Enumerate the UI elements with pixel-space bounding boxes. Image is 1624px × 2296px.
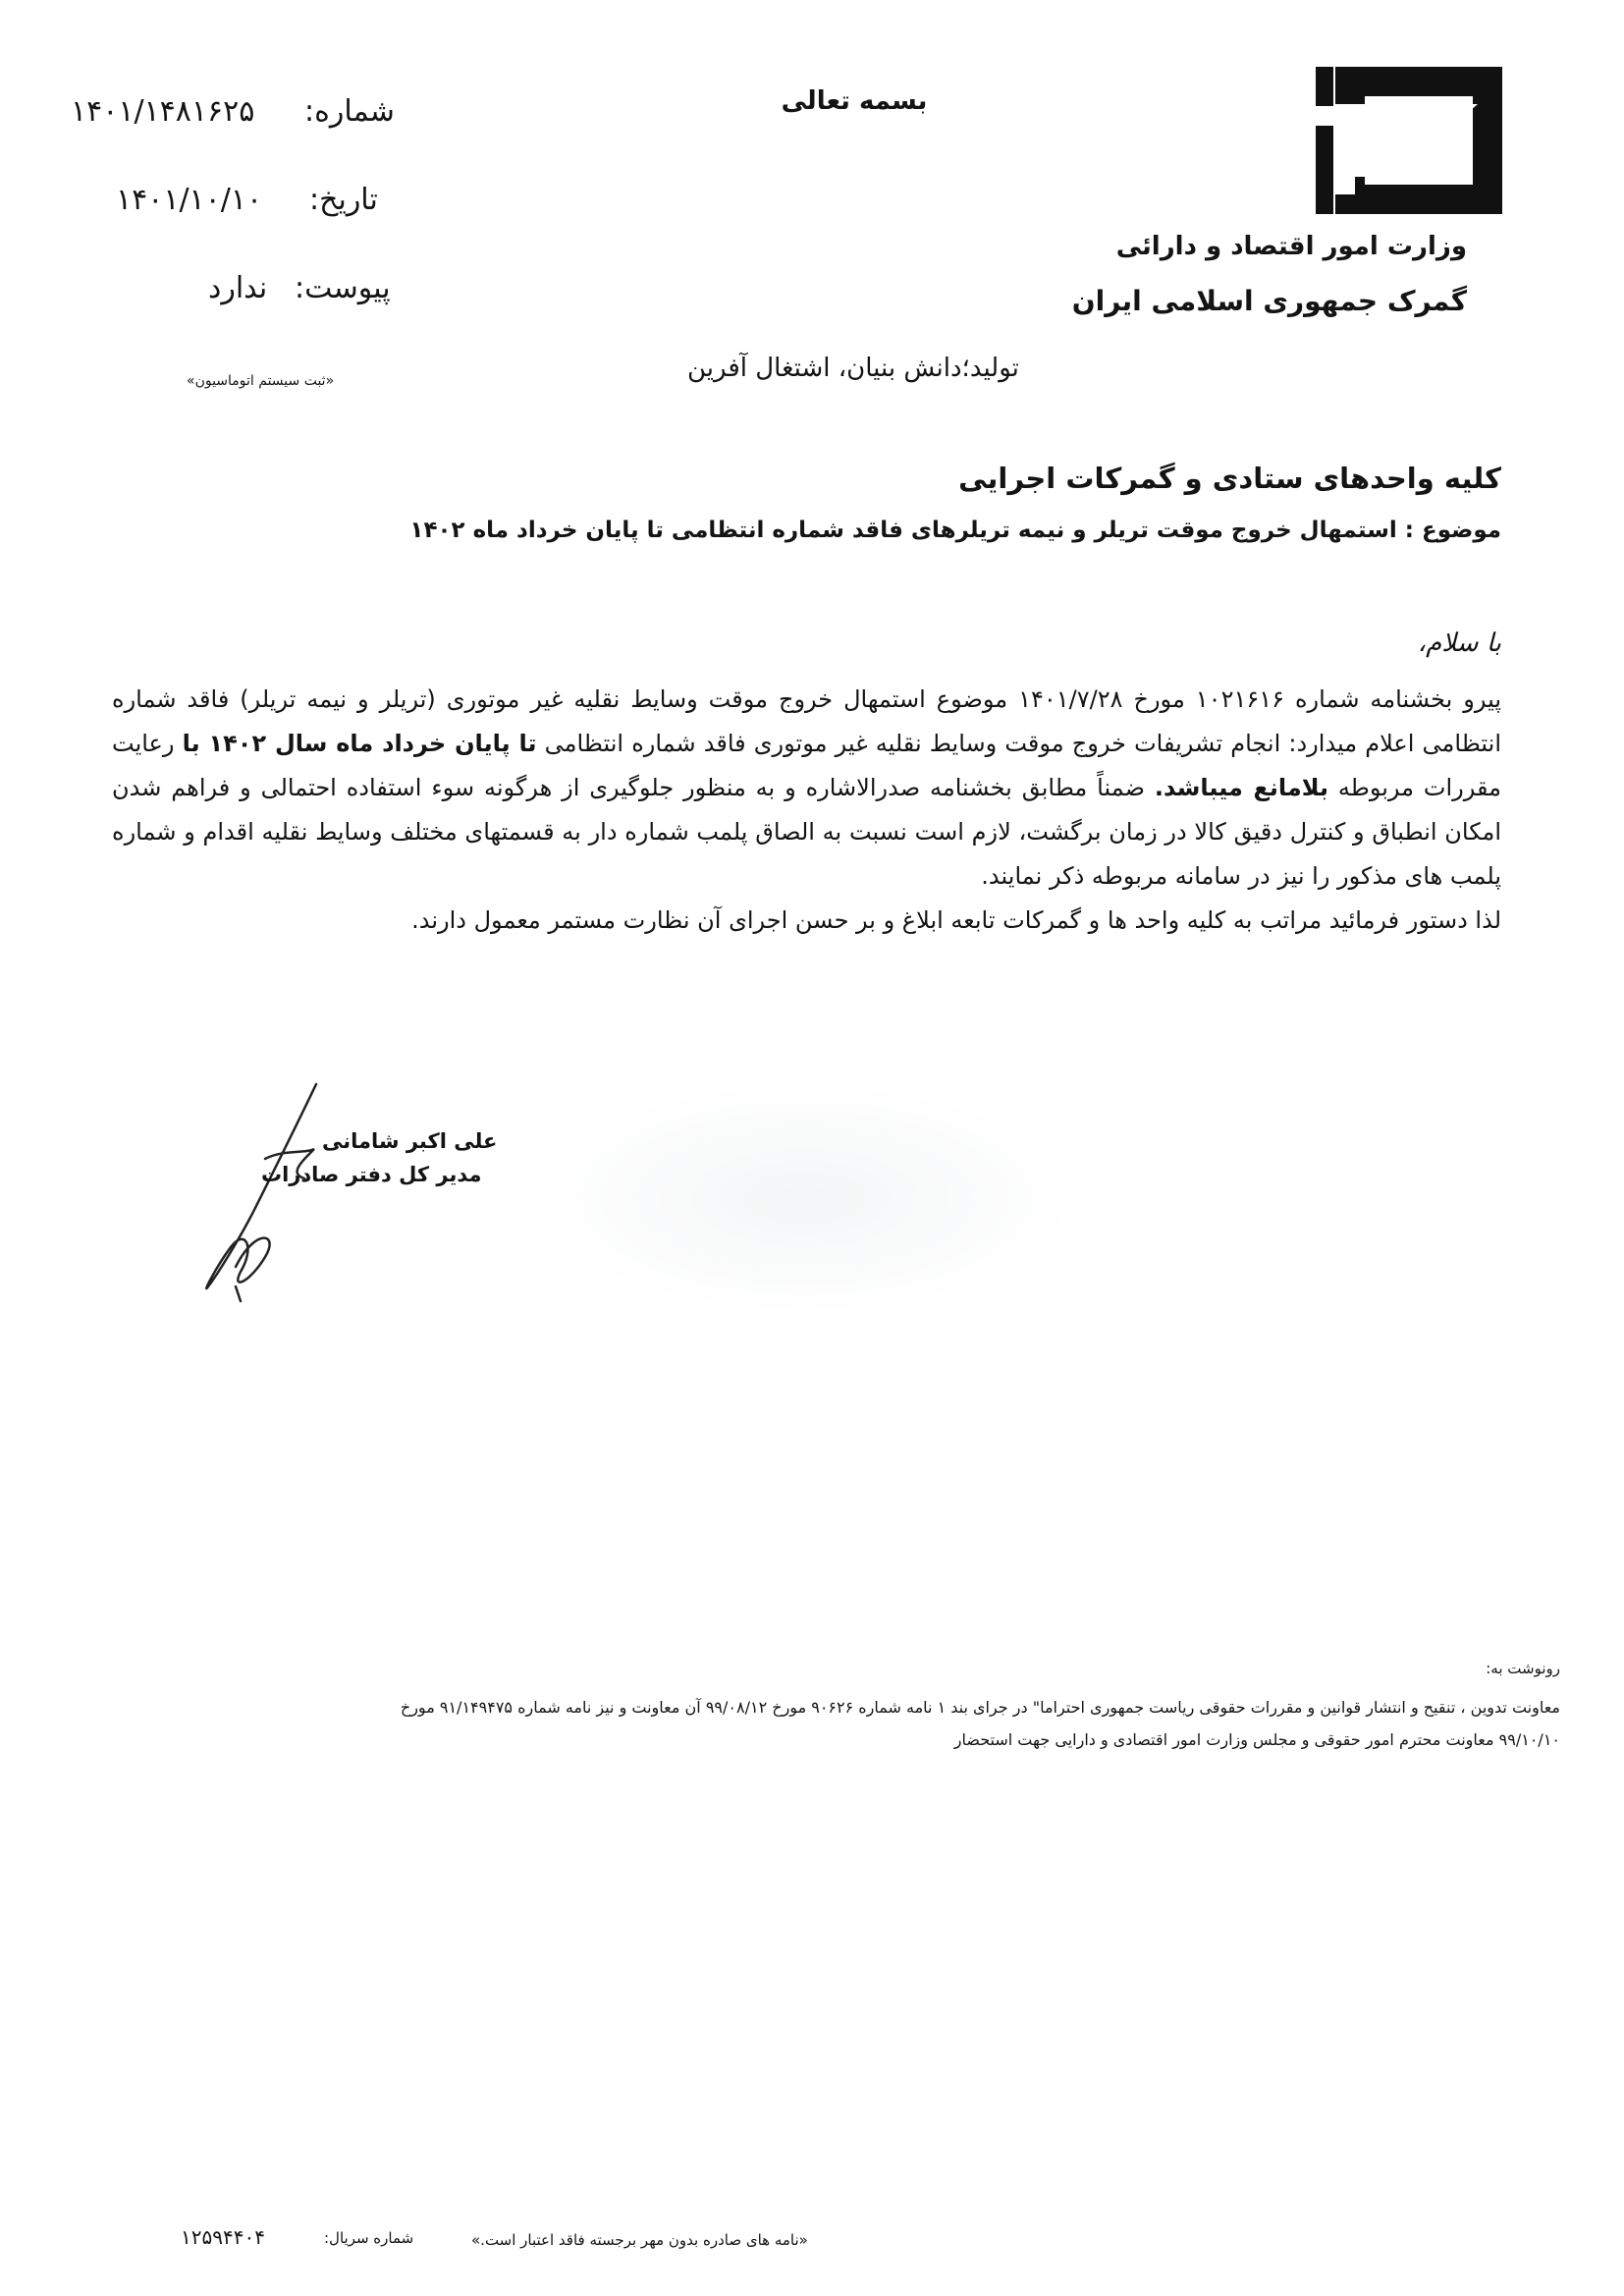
subject-line: موضوع : استمهال خروج موقت تریلر و نیمه تریلرهای فاقد شماره انتظامی تا پایان خرداد ماه ۱۴۰۲ (409, 518, 1501, 543)
body-bold-deadline: تا پایان خرداد ماه سال ۱۴۰۲ با (182, 730, 537, 757)
copy-to-label: رونوشت به: (1486, 1660, 1560, 1677)
letter-number-value: ۱۴۰۱/۱۴۸۱۶۲۵ (71, 94, 255, 129)
body-bold-permitted: بلامانع میباشد. (1154, 774, 1328, 801)
copy-to-text (58, 1691, 1560, 1756)
body-text: ضمناً مطابق بخشنامه صدرالاشاره و به منظور جلوگیری از هرگونه سوء استفاده احتمالی و فراهم شدن امکان انطباق و کنترل دقیق کالا در زمان برگشت، لازم است نسبت به الصاق پلمب شماره دار به قسمتهای مختلف وسایط نقلیه اقدام و شماره پلمب های مذکور را نیز در سامانه مربوطه ذکر نمایند. (112, 774, 1501, 890)
attachment-label: پیوست: (295, 271, 391, 305)
copy-to-line: معاونت تدوین ، تنقیح و انتشار قوانین و مقررات حقوقی ریاست جمهوری احتراما" در جرای بند ۱ نامه شماره ۹۰۶۲۶ مورخ ۹۹/۰۸/۱۲ آن معاونت و نیز نامه شماره ۹۱/۱۴۹۴۷۵ مورخ (400, 1698, 1560, 1717)
slogan: تولید؛دانش بنیان، اشتغال آفرین (687, 354, 1019, 383)
letter-date-value: ۱۴۰۱/۱۰/۱۰ (116, 183, 263, 217)
serial-number-value: ۱۲۵۹۴۴۰۴ (181, 2225, 265, 2249)
bismillah-heading: بسمه تعالی (781, 86, 928, 116)
addressee: کلیه واحدهای ستادی و گمرکات اجرایی (958, 462, 1501, 495)
letter-date-label: تاریخ: (309, 183, 378, 217)
signatory-title: مدیر کل دفتر صادرات (261, 1163, 482, 1186)
serial-number-label: شماره سریال: (324, 2229, 414, 2247)
letter-body (112, 678, 1501, 943)
organization-customs: گمرک جمهوری اسلامی ایران (1071, 285, 1467, 317)
signatory-name: علی اکبر شامانی (322, 1129, 498, 1153)
faded-stamp-area (530, 1080, 1080, 1316)
footer-validity-note: «نامه های صادره بدون مهر برجسته فاقد اعتبار است.» (471, 2231, 808, 2249)
body-text: پیرو بخشنامه شماره ۱۰۲۱۶۱۶ مورخ ۱۴۰۱/۷/۲۸ موضوع استمهال خروج موقت وسایط نقلیه غیر موتوری (تریلر و نیمه تریلر) فاقد شماره انتظامی اعلام میدارد: انجام تشریفات خروج موقت وسایط نقلیه غیر موتوری فاقد شماره انتظامی (112, 685, 1502, 757)
attachment-value: ندارد (208, 271, 268, 305)
copy-to-line: ۹۹/۱۰/۱۰ معاونت محترم امور حقوقی و مجلس وزارت امور اقتصادی و دارایی جهت استحضار (953, 1730, 1560, 1749)
customs-logo-icon (1316, 67, 1502, 214)
automation-note: «ثبت سیستم اتوماسیون» (187, 373, 335, 389)
handwritten-signature (196, 1080, 344, 1306)
body-paragraph-2: لذا دستور فرمائید مراتب به کلیه واحد ها و گمرکات تابعه ابلاغ و بر حسن اجرای آن نظارت مستمر معمول دارند. (411, 906, 1501, 934)
body-text: رعایت مقررات مربوطه (112, 730, 1501, 801)
letter-number-label: شماره: (304, 94, 395, 129)
greeting: با سلام، (1417, 629, 1501, 658)
organization-ministry: وزارت امور اقتصاد و دارائی (1115, 232, 1467, 261)
body-paragraph-1 (112, 678, 1501, 899)
